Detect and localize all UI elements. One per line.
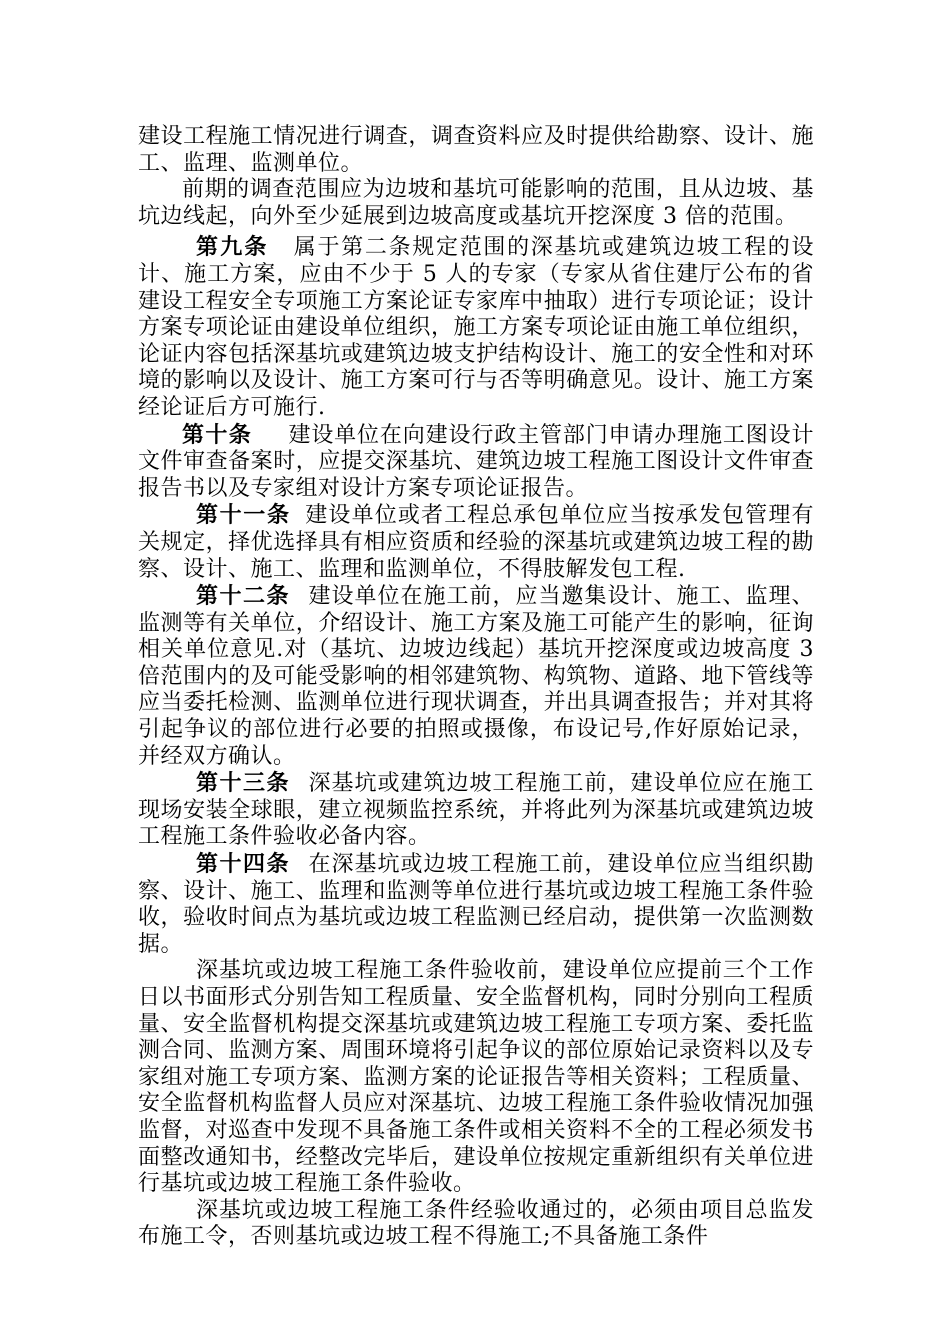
article-13 bbox=[138, 770, 814, 851]
article-11 bbox=[138, 502, 814, 583]
article-heading: 第十一条 bbox=[196, 502, 291, 529]
paragraph-text: 建设单位或者工程总承包单位应当按承发包管理有关规定，择优选择具有相应资质和经验的深基坑或建筑边坡工程的勘察、设计、施工、监理和监测单位，不得肢解发包工程. bbox=[138, 503, 814, 582]
paragraph-construction-order bbox=[138, 1198, 814, 1251]
paragraph-acceptance-notice bbox=[138, 958, 814, 1197]
paragraph-text: 深基坑或建筑边坡工程施工前，建设单位应在施工现场安装全球眼，建立视频监控系统，并将此列为深基坑或建筑边坡工程施工条件验收必备内容。 bbox=[138, 771, 814, 850]
article-12 bbox=[138, 583, 814, 770]
article-heading: 第十四条 bbox=[196, 851, 290, 878]
paragraph-continuation bbox=[138, 124, 814, 177]
paragraph-text: 前期的调查范围应为边坡和基坑可能影响的范围，且从边坡、基坑边线起，向外至少延展到边坡高度或基坑开挖深度 3 倍的范围。 bbox=[138, 177, 814, 229]
paragraph-text: 属于第二条规定范围的深基坑或建筑边坡工程的设计、施工方案，应由不少于 5 人的专家（专家从省住建厅公布的省建设工程安全专项施工方案论证专家库中抽取）进行专项论证；设计方案专项论证由建设单位组织，施工方案专项论证由施工单位组织，论证内容包括深基坑或建筑边坡支护结构设计、施工的安全性和对环境的影响以及设计、施工方案可行与否等明确意见。设计、施工方案经论证后方可施行. bbox=[138, 235, 814, 420]
paragraph-text: 深基坑或边坡工程施工条件经验收通过的，必须由项目总监发布施工令，否则基坑或边坡工程不得施工;不具备施工条件 bbox=[138, 1197, 814, 1250]
paragraph-text: 深基坑或边坡工程施工条件验收前，建设单位应提前三个工作日以书面形式分别告知工程质量、安全监督机构，同时分别向工程质量、安全监督机构提交深基坑或建筑边坡工程施工专项方案、委托监测合同、监测方案、周围环境将引起争议的部位原始记录资料以及专家组对施工专项方案、监测方案的论证报告等相关资料；工程质量、安全监督机构监督人员应对深基坑、边坡工程施工条件验收情况加强监督，对巡查中发现不具备施工条件或相关资料不全的工程必须发书面整改通知书，经整改完毕后，建设单位按规定重新组织有关单位进行基坑或边坡工程施工条件验收。 bbox=[138, 958, 814, 1197]
article-heading: 第十条 bbox=[182, 421, 253, 448]
article-heading: 第九条 bbox=[196, 234, 269, 261]
paragraph-text: 建设单位在施工前，应当邀集设计、施工、监理、监测等有关单位，介绍设计、施工方案及施工可能产生的影响，征询相关单位意见.对（基坑、边坡边线起）基坑开挖深度或边坡高度 3 倍范围内的及可能受影响的相邻建筑物、构筑物、道路、地下管线等应当委托检测、监测单位进行现状调查，并出具调查报告；并对其将引起争议的部位进行必要的拍照或摄像，布设记号,作好原始记录，并经双方确认。 bbox=[138, 584, 814, 769]
article-10 bbox=[138, 422, 814, 503]
paragraph-survey-scope bbox=[138, 177, 814, 230]
paragraph-text: 建设单位在向建设行政主管部门申请办理施工图设计文件审查备案时，应提交深基坑、建筑边坡工程施工图设计文件审查报告书以及专家组对设计方案专项论证报告。 bbox=[138, 422, 814, 501]
document-body bbox=[138, 124, 814, 1251]
article-heading: 第十三条 bbox=[196, 770, 290, 797]
article-14 bbox=[138, 851, 814, 958]
article-heading: 第十二条 bbox=[196, 583, 290, 610]
paragraph-text: 在深基坑或边坡工程施工前，建设单位应当组织勘察、设计、施工、监理和监测等单位进行基坑或边坡工程施工条件验收，验收时间点为基坑或边坡工程监测已经启动，提供第一次监测数据。 bbox=[138, 852, 814, 957]
paragraph-text: 建设工程施工情况进行调查，调查资料应及时提供给勘察、设计、施工、监理、监测单位。 bbox=[138, 124, 814, 176]
article-9 bbox=[138, 234, 814, 421]
